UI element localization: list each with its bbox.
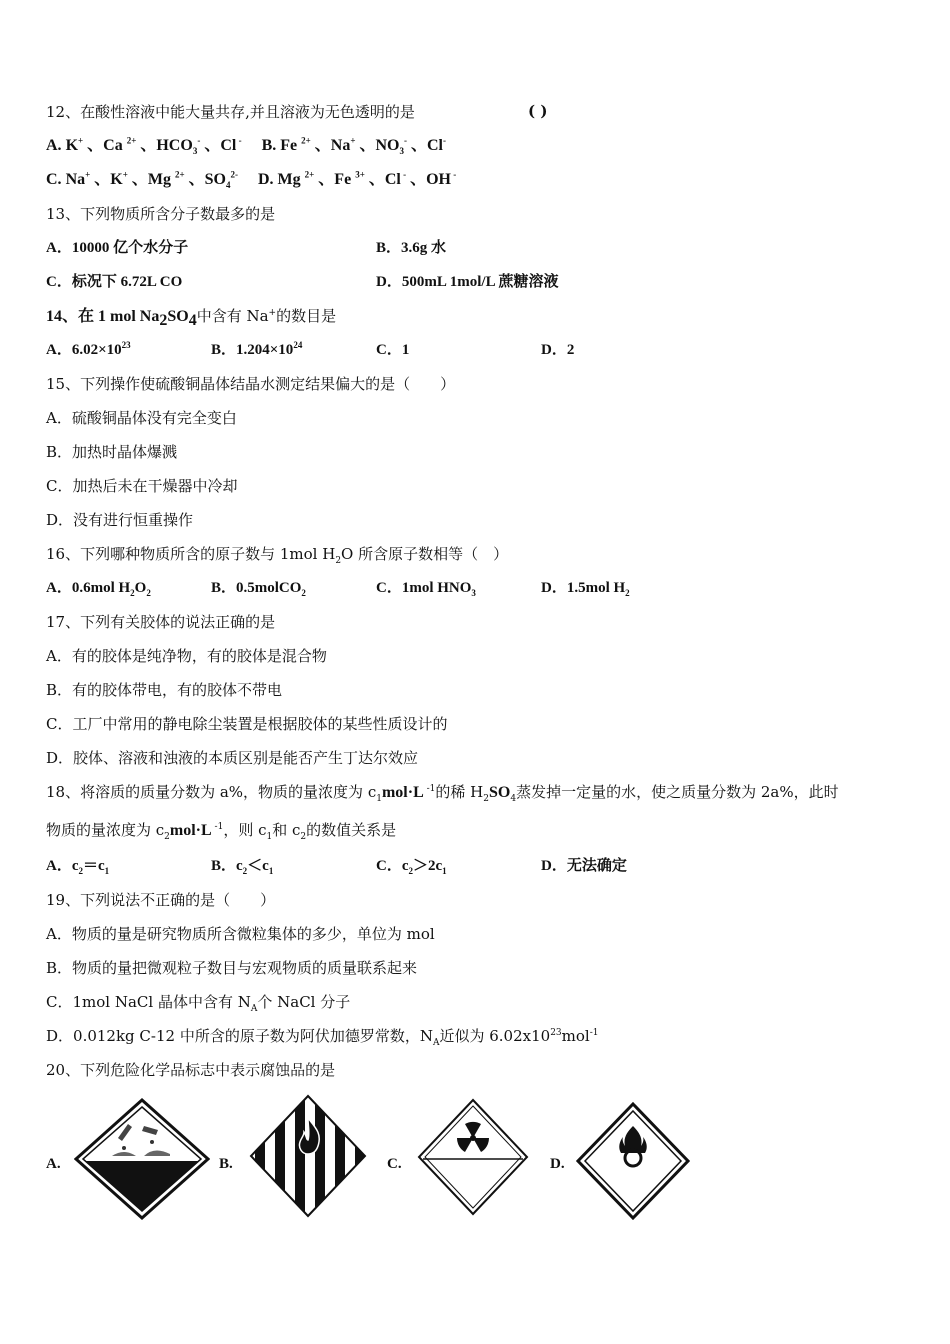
q19-option-d: D．0.012kg C-12 中所含的原子数为阿伏加德罗常数，$N_A$近似为 $6.02x10^{23}mol^{-1}$ — [46, 1027, 599, 1048]
q18-option-d: D．无法确定 — [541, 858, 627, 874]
q16-option-b: B．0.5molCO$_2$ — [211, 580, 306, 598]
q13-option-a: A．10000 亿个水分子 — [46, 240, 189, 256]
flammable-solid-sign-icon — [249, 1094, 367, 1218]
q20-option-d-label: D. — [550, 1156, 565, 1172]
radioactive-sign-icon — [417, 1098, 529, 1216]
q18-stem-line1: 18、将溶质的质量分数为 a%，物质的量浓度为 $c_1mol\cdot L$ $^{-1}$的稀 $H_2SO_4$蒸发掉一定量的水，使之质量分数为 2a%，此时 — [46, 783, 839, 804]
q17-option-c: C．工厂中常用的静电除尘装置是根据胶体的某些性质设计的 — [46, 715, 448, 733]
q13-option-c: C．标况下 6.72L CO — [46, 274, 183, 290]
q12-option-d-label: D. — [257, 171, 274, 188]
q12-stem: 12、在酸性溶液中能大量共存,并且溶液为无色透明的是 — [46, 103, 415, 121]
q20-stem: 20、下列危险化学品标志中表示腐蚀品的是 — [46, 1061, 336, 1079]
q19-option-a: A．物质的量是研究物质所含微粒集体的多少，单位为 mol — [46, 925, 435, 943]
q15-stem: 15、下列操作使硫酸铜晶体结晶水测定结果偏大的是（ ） — [46, 375, 456, 393]
q15-option-a: A．硫酸铜晶体没有完全变白 — [46, 409, 237, 427]
q19-option-b: B．物质的量把微观粒子数目与宏观物质的质量联系起来 — [46, 959, 418, 977]
q17-option-a: A．有的胶体是纯净物，有的胶体是混合物 — [46, 647, 327, 665]
q20-option-a-label: A. — [46, 1156, 61, 1172]
q20-option-b-label: B. — [219, 1156, 233, 1172]
q16-option-a: A．0.6mol $H_2O_2$ — [46, 580, 151, 598]
q14-option-c: C．1 — [376, 342, 410, 358]
q13-option-d: D．500mL 1mol/L 蔗糖溶液 — [376, 274, 559, 290]
oxidizer-sign-icon — [576, 1102, 690, 1220]
q19-stem: 19、下列说法不正确的是（ ） — [46, 891, 276, 909]
q14-stem: 14、在 1 mol $Na_2SO_4$中含有 Na+的数目是 — [46, 307, 337, 329]
q16-stem: 16、下列哪种物质所含的原子数与 1mol $H_2O$ 所含原子数相等（ ） — [46, 545, 509, 566]
q20-option-c-label: C. — [387, 1156, 402, 1172]
q18-option-c: C．$c_2>2c_1$ — [376, 858, 447, 876]
q12-options-cd: C. Na+ 、K+ 、Mg $^{2+}$ 、$SO_4^{2-}$ D. Mg $^{2+}$ 、Fe $^{3+}$ 、Cl - 、OH - — [46, 169, 457, 191]
q13-stem: 13、下列物质所含分子数最多的是 — [46, 205, 276, 223]
q12-answer-bracket: ( ) — [528, 102, 548, 120]
q16-option-d: D．1.5mol $H_2$ — [541, 580, 630, 598]
q12-option-b-label: B. — [261, 137, 277, 154]
q18-stem-line2: 物质的量浓度为 $c_2mol\cdot L$ $^{-1}$，则 $c_1$和 $c_2$的数值关系是 — [46, 821, 397, 842]
q14-option-a: A．$6.02\times 10^{23}$ — [46, 340, 131, 358]
q15-option-b: B．加热时晶体爆溅 — [46, 443, 178, 461]
q17-option-b: B．有的胶体带电，有的胶体不带电 — [46, 681, 283, 699]
q14-option-d: D．2 — [541, 342, 575, 358]
q12-option-c-label: C. — [46, 171, 62, 188]
q17-option-d: D．胶体、溶液和浊液的本质区别是能否产生丁达尔效应 — [46, 749, 419, 767]
q15-option-d: D．没有进行恒重操作 — [46, 511, 194, 529]
corrosive-sign-icon — [74, 1098, 210, 1220]
q16-option-c: C．1mol $HNO_3$ — [376, 580, 476, 598]
q14-option-b: B．$1.204\times 10^{24}$ — [211, 340, 303, 358]
q12-option-a-label: A. — [46, 137, 62, 154]
q18-option-b: B．$c_2<c_1$ — [211, 858, 274, 876]
q18-option-a: A．$c_2=c_1$ — [46, 858, 110, 876]
q17-stem: 17、下列有关胶体的说法正确的是 — [46, 613, 276, 631]
q12-options-ab: A. K+ 、Ca $^{2+}$ 、$HCO_3^-$ 、Cl - B. Fe $^{2+}$ 、Na+ 、$NO_3^-$ 、Cl- — [46, 135, 447, 157]
q15-option-c: C．加热后未在干燥器中冷却 — [46, 477, 238, 495]
q19-option-c: C．1mol NaCl 晶体中含有 $N_A$个 NaCl 分子 — [46, 993, 351, 1014]
q13-option-b: B．3.6g 水 — [376, 240, 447, 256]
